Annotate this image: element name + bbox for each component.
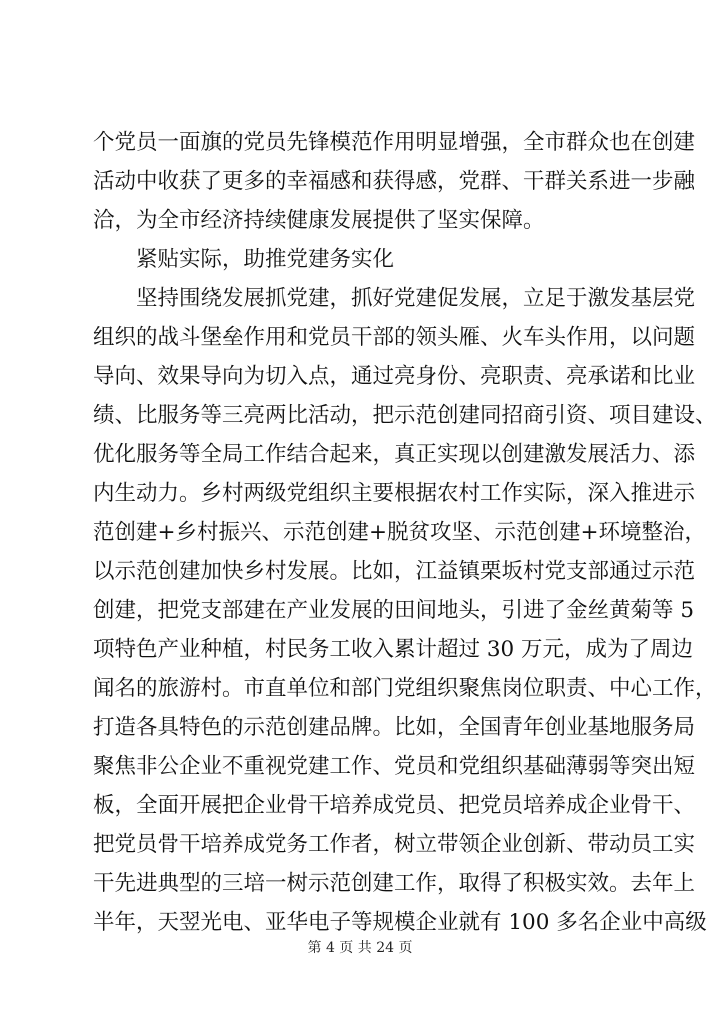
text-line: 导向、效果导向为切入点，通过亮身份、亮职责、亮承诺和比业: [93, 364, 696, 389]
text-line: 干先进典型的三培一树示范创建工作，取得了积极实效。去年上: [93, 871, 696, 896]
page-footer: 第 4 页 共 24 页: [307, 940, 413, 956]
text-line: 以示范创建加快乡村发展。比如，江益镇栗坂村党支部通过示范: [93, 559, 696, 584]
text-line: 半年，天翌光电、亚华电子等规模企业就有 100 多名企业中高级: [93, 910, 707, 935]
text-line: 聚焦非公企业不重视党建工作、党员和党组织基础薄弱等突出短: [93, 754, 696, 779]
text-line: 闻名的旅游村。市直单位和部门党组织聚焦岗位职责、中心工作，: [93, 676, 717, 701]
text-line: 打造各具特色的示范创建品牌。比如，全国青年创业基地服务局: [93, 715, 696, 740]
text-line: 内生动力。乡村两级党组织主要根据农村工作实际，深入推进示: [93, 481, 696, 506]
text-line: 绩、比服务等三亮两比活动，把示范创建同招商引资、项目建设、: [93, 403, 717, 428]
text-line: 坚持围绕发展抓党建，抓好党建促发展，立足于激发基层党: [136, 286, 696, 311]
text-line: 个党员一面旗的党员先锋模范作用明显增强，全市群众也在创建: [93, 130, 696, 155]
section-heading: 紧贴实际，助推党建务实化: [136, 247, 395, 272]
text-line: 优化服务等全局工作结合起来，真正实现以创建激发展活力、添: [93, 442, 696, 467]
text-line: 范创建+乡村振兴、示范创建+脱贫攻坚、示范创建+环境整治，: [93, 520, 707, 545]
text-line: 组织的战斗堡垒作用和党员干部的领头雁、火车头作用，以问题: [93, 325, 696, 350]
text-line: 活动中收获了更多的幸福感和获得感，党群、干群关系进一步融: [93, 169, 696, 194]
text-line: 创建，把党支部建在产业发展的田间地头，引进了金丝黄菊等 5: [93, 598, 695, 623]
text-line: 板，全面开展把企业骨干培养成党员、把党员培养成企业骨干、: [93, 793, 696, 818]
text-line: 洽，为全市经济持续健康发展提供了坚实保障。: [93, 208, 545, 233]
text-line: 把党员骨干培养成党务工作者，树立带领企业创新、带动员工实: [93, 832, 696, 857]
text-line: 项特色产业种植，村民务工收入累计超过 30 万元，成为了周边: [93, 637, 694, 662]
